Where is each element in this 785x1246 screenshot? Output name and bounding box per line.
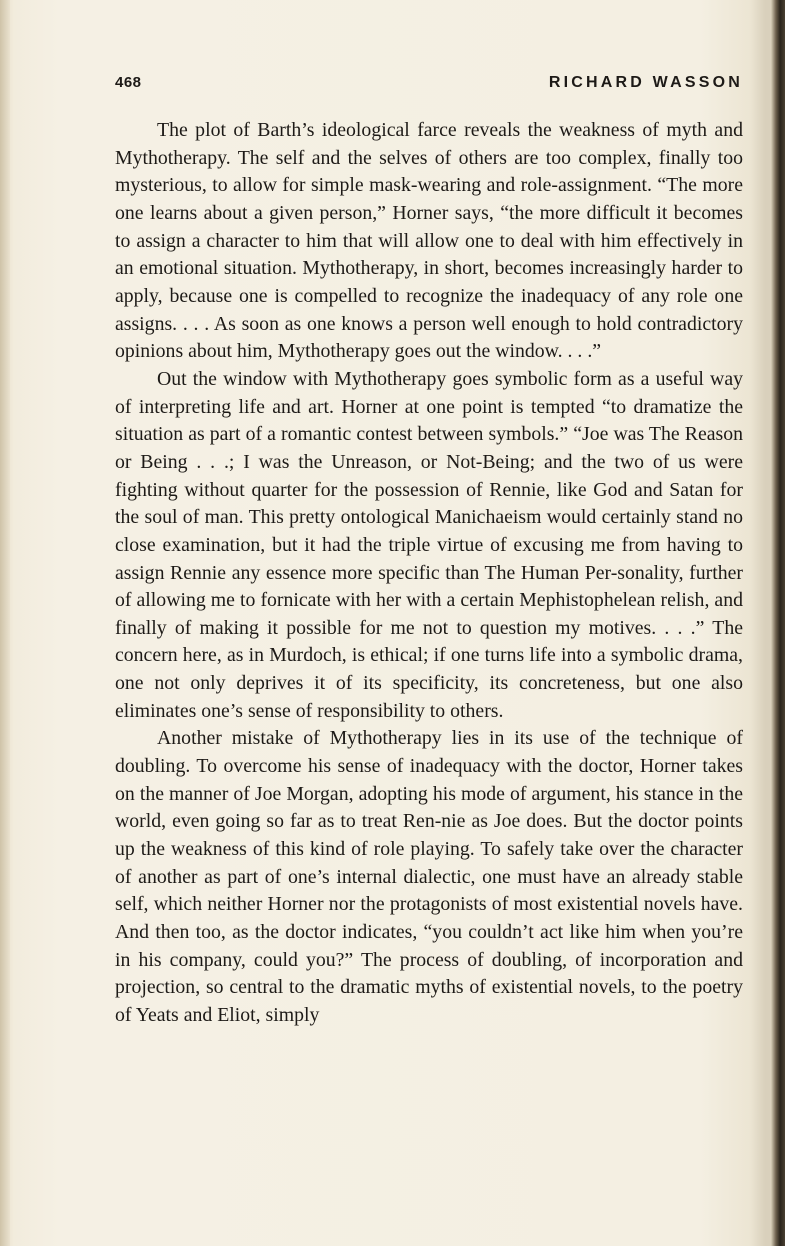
paragraph-1: The plot of Barth’s ideological farce reveals the weakness of myth and Mythotherapy. The self and the selves of others are too complex, finally too mysterious, to allow for simple mask-wearing and role-assignment. “The more one learns about a given person,” Horner says, “the more difficult it becomes to assign a character to him that will allow one to deal with him effectively in an emotional situation. Mythotherapy, in short, becomes increasingly harder to apply, because one is compelled to recognize the inadequacy of any role one assigns. . . . As soon as one knows a person well enough to hold contradictory opinions about him, Mythotherapy goes out the window. . . .” [115, 119, 743, 363]
page-gutter-shadow [0, 0, 10, 1246]
page-number: 468 [115, 74, 142, 91]
paragraph-3: Another mistake of Mythotherapy lies in its use of the technique of doubling. To overcome his sense of inadequacy with the doctor, Horner takes on the manner of Joe Morgan, adopting his mode of argument, his stance in the world, even going so far as to treat Ren-nie as Joe does. But the doctor points up the weakness of this kind of role playing. To safely take over the character of another as part of one’s internal dialectic, one must have an already stable self, which neither Horner nor the protagonists of most existential novels have. And then too, as the doctor indicates, “you couldn’t act like him when you’re in his company, could you?” The process of doubling, of incorporation and projection, so central to the dramatic myths of existential novels, to the poetry of Yeats and Eliot, simply [115, 727, 743, 1026]
page-edge [771, 0, 785, 1246]
body-text [115, 117, 743, 1030]
running-head [115, 74, 743, 98]
running-title: RICHARD WASSON [548, 74, 743, 91]
paragraph-2: Out the window with Mythotherapy goes symbolic form as a useful way of interpreting life and art. Horner at one point is tempted “to dramatize the situation as part of a romantic contest between symbols.” “Joe was The Reason or Being . . .; I was the Unreason, or Not-Being; and the two of us were fighting without quarter for the possession of Rennie, like God and Satan for the soul of man. This pretty ontological Manichaeism would certainly stand no close examination, but it had the triple virtue of excusing me from having to assign Rennie any essence more specific than The Human Per-sonality, further of allowing me to fornicate with her with a certain Mephistophelean relish, and finally of making it possible for me not to question my motives. . . .” The concern here, as in Murdoch, is ethical; if one turns life into a symbolic drama, one not only deprives it of its specificity, its concreteness, but one also eliminates one’s sense of responsibility to others. [115, 367, 743, 722]
